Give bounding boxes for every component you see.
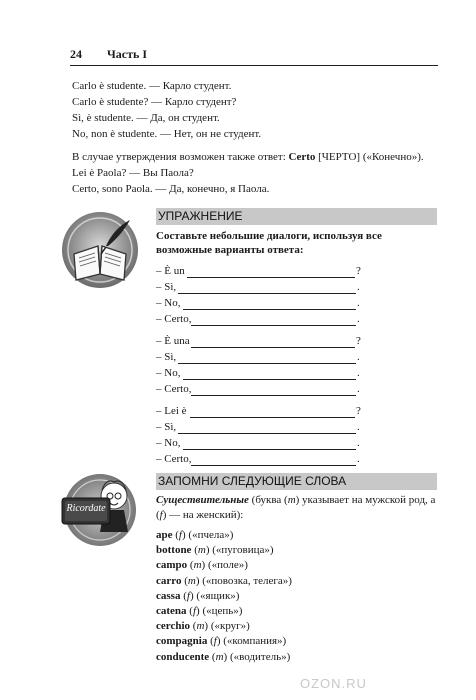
intro-examples	[72, 78, 261, 142]
blank-line[interactable]	[183, 449, 356, 450]
example-line: Sì, è studente. — Да, он студент.	[72, 112, 220, 124]
line-end: .	[357, 351, 360, 363]
line-end: .	[357, 281, 360, 293]
line-end: ?	[356, 335, 361, 347]
line-end: .	[357, 383, 360, 395]
blank-line[interactable]	[191, 347, 355, 348]
answer-line[interactable]	[156, 313, 371, 329]
vocab-word: campo	[156, 559, 188, 572]
vocab-gender: m	[196, 620, 205, 633]
vocab-item: ape (f) («пчела»)	[156, 529, 234, 541]
vocab-word: conducente	[156, 650, 210, 663]
intro-text: ) — на женский):	[162, 509, 244, 521]
part-title: Часть I	[107, 47, 148, 61]
answer-line[interactable]	[156, 367, 371, 383]
vocab-gender: m	[197, 544, 206, 557]
vocab-translation: («поле»)	[207, 559, 248, 572]
nouns-heading: Существительные	[156, 494, 249, 506]
line-end: .	[357, 437, 360, 449]
vocab-word: bottone	[156, 544, 192, 557]
answer-line[interactable]	[156, 335, 371, 351]
vocab-translation: («цепь»)	[202, 605, 243, 618]
example-line: Lei è Paola? — Вы Паола?	[72, 167, 194, 179]
vocab-item: compagnia (f) («компания»)	[156, 635, 287, 648]
line-label: – No,	[156, 437, 181, 449]
vocab-gender: m	[187, 574, 196, 587]
vocab-item: catena (f) («цепь»)	[156, 605, 243, 618]
vocab-item: cassa (f) («ящик»)	[156, 589, 240, 602]
line-end: ?	[356, 405, 361, 417]
page-header	[70, 47, 438, 66]
example-line: No, non è studente. — Нет, он не студент.	[72, 128, 262, 140]
confirm-block	[72, 149, 424, 197]
vocab-translation: («ящик»)	[196, 589, 240, 602]
line-end: ?	[356, 265, 361, 277]
vocab-item: cerchio (m) («круг»)	[156, 620, 250, 633]
line-label: – No,	[156, 297, 181, 309]
confirm-word: Certo	[288, 151, 316, 163]
vocab-word: catena	[156, 605, 187, 618]
line-label: – Sì,	[156, 281, 177, 293]
line-label: – Sì,	[156, 351, 177, 363]
line-end: .	[357, 367, 360, 379]
vocab-item: bottone (m) («пуговица»)	[156, 544, 274, 557]
answer-line[interactable]	[156, 405, 371, 421]
answer-line[interactable]	[156, 421, 371, 437]
vocab-item: campo (m) («поле»)	[156, 559, 248, 572]
blank-line[interactable]	[190, 417, 355, 418]
answer-line[interactable]	[156, 297, 371, 313]
blank-line[interactable]	[183, 309, 356, 310]
line-label: – È un	[156, 265, 185, 277]
page-number: 24	[70, 47, 82, 61]
vocab-translation: («пуговица»)	[212, 544, 274, 557]
vocab-word: compagnia	[156, 635, 208, 648]
intro-text: ) указывает на мужской род, а (	[156, 494, 436, 521]
vocab-translation: («пчела»)	[188, 529, 234, 541]
blank-line[interactable]	[191, 395, 356, 396]
exercise-title: УПРАЖНЕНИЕ	[156, 208, 437, 225]
line-end: .	[357, 421, 360, 433]
blank-line[interactable]	[178, 363, 356, 364]
dialogue-group-1	[156, 265, 371, 329]
fem-marker: f	[159, 509, 163, 521]
confirm-pre: В случае утверждения возможен также ответ:	[72, 151, 289, 163]
dialogue-group-2	[156, 335, 371, 399]
confirm-sentence	[72, 149, 424, 165]
line-end: .	[357, 453, 360, 465]
vocab-word: cassa	[156, 589, 181, 602]
vocab-translation: («повозка, телега»)	[202, 574, 292, 587]
blank-line[interactable]	[191, 325, 356, 326]
line-label: – Sì,	[156, 421, 177, 433]
ricordate-label: Ricordate	[66, 503, 106, 514]
vocab-translation: («круг»)	[210, 620, 250, 633]
vocab-gender: f	[178, 529, 182, 541]
example-line: Certo, sono Paola. — Да, конечно, я Паола.	[72, 183, 270, 195]
blank-line[interactable]	[191, 465, 356, 466]
open-book-icon	[60, 210, 140, 290]
vocab-item: conducente (m) («водитель»)	[156, 650, 291, 663]
line-label: – Certo,	[156, 313, 192, 325]
vocabulary-list	[156, 528, 292, 665]
vocab-gender: m	[193, 559, 202, 572]
line-label: – Certo,	[156, 453, 192, 465]
answer-line[interactable]	[156, 383, 371, 399]
example-line: Carlo è studente? — Карло студент?	[72, 96, 237, 108]
line-label: – È una	[156, 335, 190, 347]
line-label: – Certo,	[156, 383, 192, 395]
line-label: – No,	[156, 367, 181, 379]
exercise-instruction: Составьте небольшие диалоги, используя все возможные варианты ответа:	[156, 230, 382, 256]
vocab-item: carro (m) («повозка, телега»)	[156, 574, 292, 587]
line-end: .	[357, 297, 360, 309]
vocab-translation: («компания»)	[223, 635, 287, 648]
vocab-word: cerchio	[156, 620, 191, 633]
vocab-gender: f	[213, 635, 217, 648]
confirm-post: [ЧЕРТО] («Конечно»).	[315, 151, 424, 163]
blank-line[interactable]	[183, 379, 356, 380]
masc-marker: m	[287, 494, 296, 506]
vocab-word: carro	[156, 574, 182, 587]
vocab-translation: («водитель»)	[229, 650, 291, 663]
line-label: – Lei è	[156, 405, 187, 417]
answer-line[interactable]	[156, 265, 371, 281]
dialogue-group-3	[156, 405, 371, 469]
vocab-word: ape	[156, 529, 173, 541]
blank-line[interactable]	[187, 277, 355, 278]
vocab-gender: m	[215, 650, 224, 663]
answer-line[interactable]	[156, 453, 371, 469]
answer-line[interactable]	[156, 351, 371, 367]
intro-text: (буква (	[248, 494, 288, 506]
example-line: Carlo è studente. — Карло студент.	[72, 80, 232, 92]
line-end: .	[357, 313, 360, 325]
blank-line[interactable]	[178, 433, 356, 434]
nouns-intro	[156, 493, 438, 523]
answer-line[interactable]	[156, 437, 371, 453]
blank-line[interactable]	[178, 293, 356, 294]
vocab-gender: f	[192, 605, 197, 618]
answer-line[interactable]	[156, 281, 371, 297]
watermark: OZON.RU	[300, 676, 367, 691]
vocab-gender: f	[186, 589, 190, 602]
words-title: ЗАПОМНИ СЛЕДУЮЩИЕ СЛОВА	[156, 473, 437, 490]
